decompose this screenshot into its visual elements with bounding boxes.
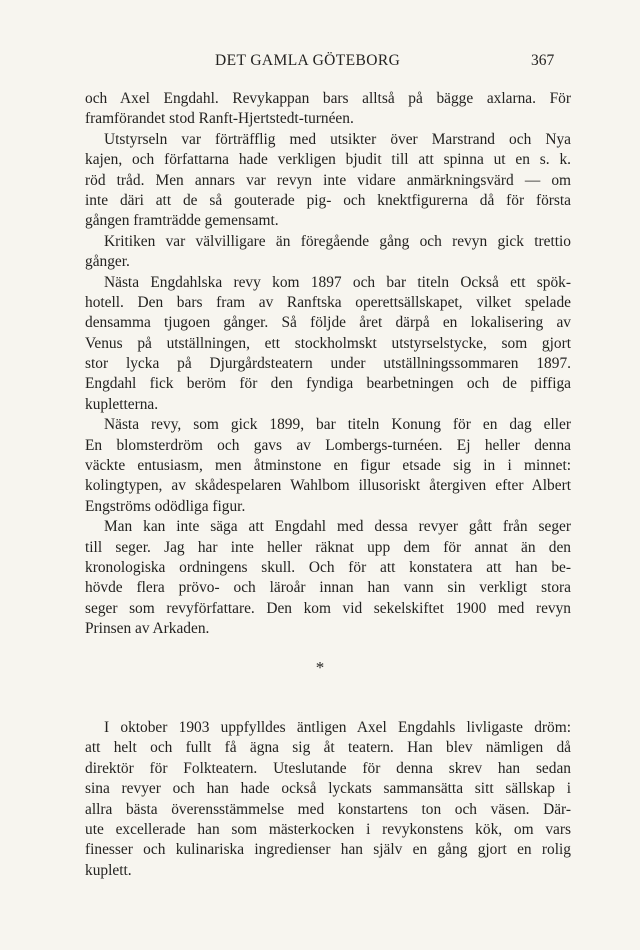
text-line: väckte entusiasm, men åtminstone en figur etsade sig in i minnet: <box>85 457 571 475</box>
text-line: I oktober 1903 uppfylldes äntligen Axel Engdahls livligaste dröm: <box>104 719 571 736</box>
text-line: att helt och fullt få ägna sig åt teatern. Han blev nämligen då <box>85 739 571 757</box>
text-line: gången framträdde gemensamt. <box>85 212 279 230</box>
text-line: Utstyrseln var förträfflig med utsikter över Marstrand och Nya <box>104 130 571 148</box>
text-line: Prinsen av Arkaden. <box>85 620 210 638</box>
text-line: En blomsterdröm och gavs av Lombergs-turnéen. Ej heller denna <box>85 436 571 454</box>
section-separator-asterisk: * <box>315 658 325 677</box>
text-line: allra bästa överensstämmelse med konstartens ton och väsen. Där- <box>85 800 571 818</box>
text-line: kuplett. <box>85 861 132 879</box>
body-text-section-2 <box>85 718 571 881</box>
text-line: Engströms odödliga figur. <box>85 497 246 515</box>
text-line: till seger. Jag har inte heller räknat upp dem för annat än den <box>85 538 571 556</box>
text-line: Kritiken var välvilligare än föregående gång och revyn gick trettio <box>104 232 571 250</box>
text-line: hotell. Den bars fram av Ranftska operettsällskapet, vilket spelade <box>85 293 571 311</box>
text-line: sina revyer och han hade också lyckats sammansätta sitt sällskap i <box>85 780 571 798</box>
text-line: direktör för Folkteatern. Uteslutande för denna skrev han sedan <box>85 759 571 777</box>
body-text-section-1 <box>85 89 571 640</box>
text-line: röd tråd. Men annars var revyn inte vidare anmärkningsvärd — om <box>85 171 571 189</box>
text-line: hövde flera prövo- och läroår innan han vann sin verkligt stora <box>85 579 571 597</box>
page-header <box>0 52 640 76</box>
text-line: och Axel Engdahl. Revykappan bars alltså på bägge axlarna. För <box>85 90 571 107</box>
text-line: densamma tjugoen gånger. Så följde året därpå en lokalisering av <box>85 314 571 332</box>
text-line: seger som revyförfattare. Den kom vid sekelskiftet 1900 med revyn <box>85 599 571 617</box>
page-number: 367 <box>531 52 555 69</box>
text-line: kajen, och författarna hade verkligen bjudit till att spinna ut en s. k. <box>85 151 571 169</box>
text-line: Nästa Engdahlska revy kom 1897 och bar titeln Också ett spök- <box>104 273 571 291</box>
text-line: kolingtypen, av skådespelaren Wahlbom illusoriskt återgiven efter Albert <box>85 477 571 495</box>
text-line: Man kan inte säga att Engdahl med dessa revyer gått från seger <box>104 518 571 536</box>
text-line: framförandet stod Ranft-Hjertstedt-turnéen. <box>85 110 354 128</box>
text-line: inte däri att de så gouterade pig- och knektfigurerna då för första <box>85 191 571 209</box>
text-line: kronologiska ordningens skull. Och för att konstatera att han be- <box>85 558 571 576</box>
text-line: gånger. <box>85 253 130 271</box>
text-line: stor lycka på Djurgårdsteatern under utställningssommaren 1897. <box>85 355 571 373</box>
running-title: DET GAMLA GÖTEBORG <box>215 52 401 69</box>
text-line: ute excellerade han som mästerkocken i revykonstens kök, om vars <box>85 820 571 838</box>
text-line: Engdahl fick beröm för den fyndiga bearbetningen och de piffiga <box>85 375 571 393</box>
text-line: Venus på utställningen, ett stockholmskt utstyrselstycke, som gjort <box>85 334 571 352</box>
text-line: kupletterna. <box>85 395 159 413</box>
text-line: Nästa revy, som gick 1899, bar titeln Konung för en dag eller <box>104 416 571 434</box>
text-line: finesser och kulinariska ingredienser han själv en gång gjort en rolig <box>85 841 571 859</box>
